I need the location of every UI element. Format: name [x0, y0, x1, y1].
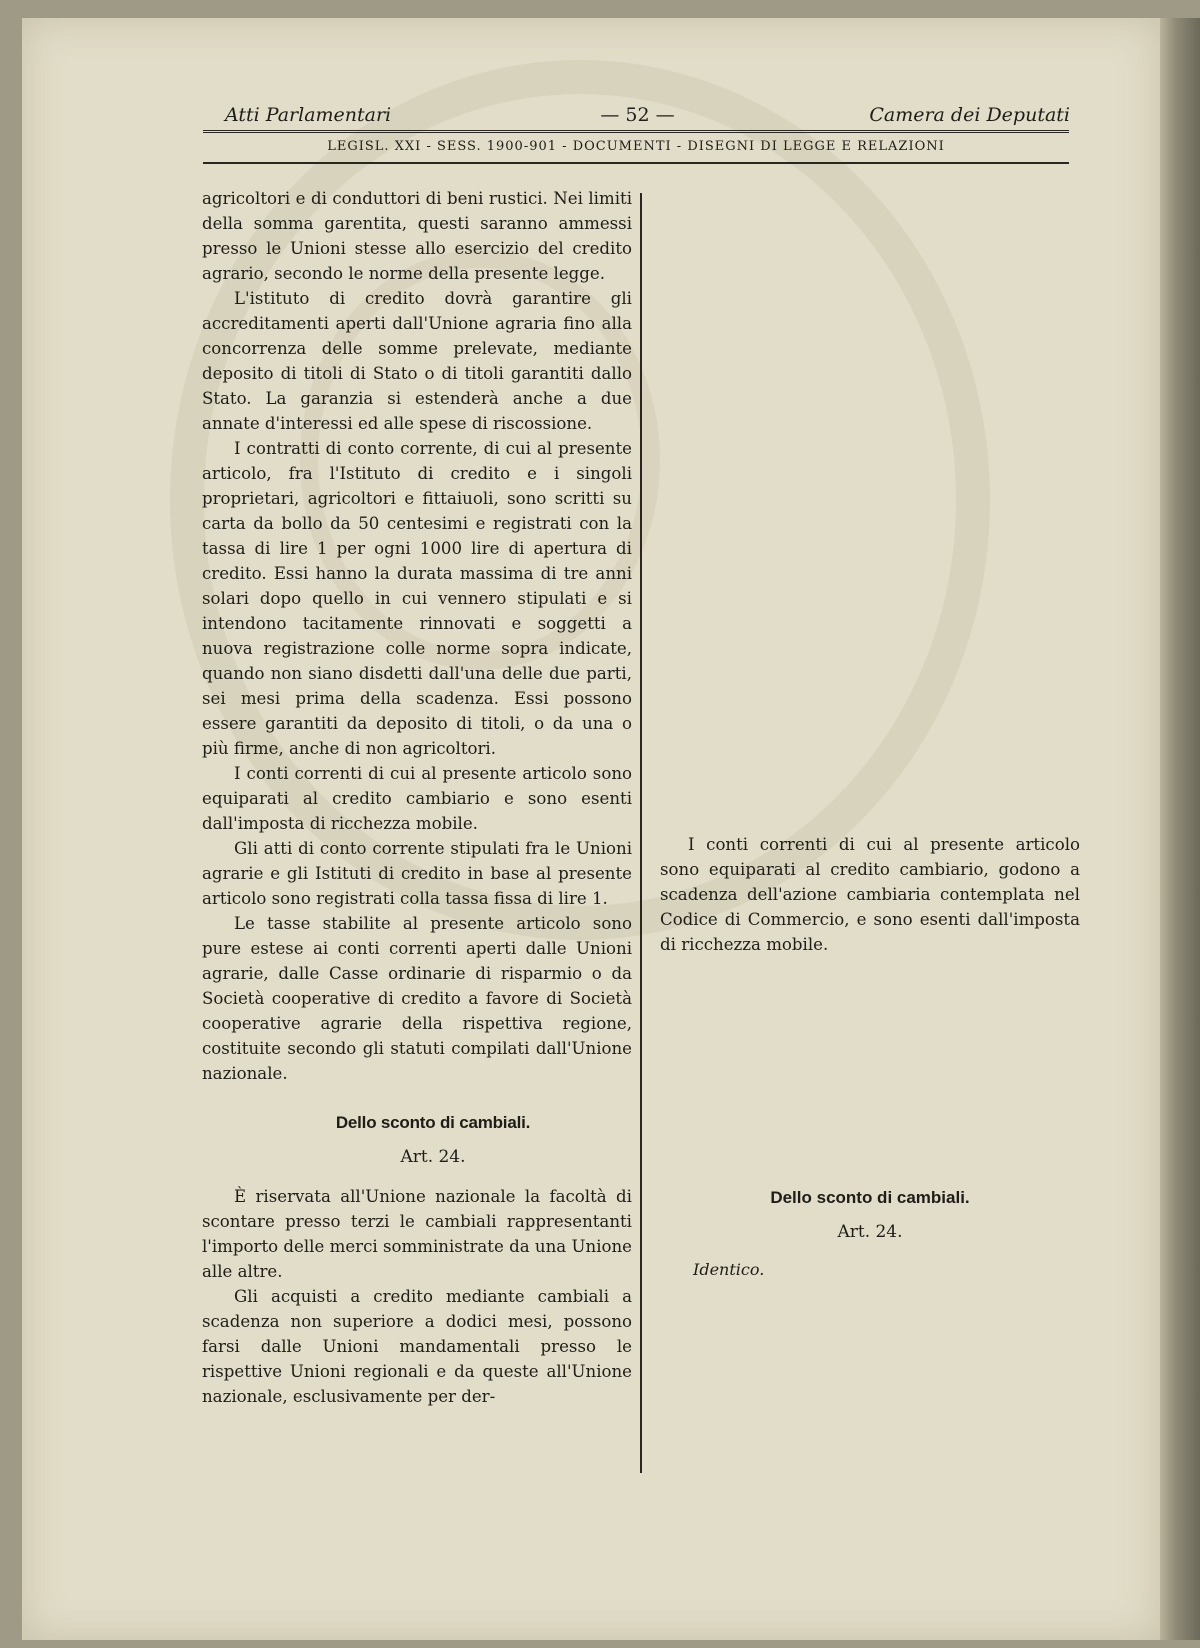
page-number: — 52 — [600, 104, 675, 126]
paragraph: Le tasse stabilite al presente articolo sono pure estese ai conti correnti aperti dalle Unioni agrarie, dalle Casse ordinarie di risparmio o da Società cooperative di credito a favore di Società cooperative agrarie della rispettiva regione, costituite secondo gli statuti compilati dall'Unione nazionale. [202, 914, 632, 1083]
running-header [205, 104, 1070, 130]
column-divider [640, 193, 642, 1473]
paragraph: I conti correnti di cui al presente articolo sono equiparati al credito cambiario, godono a scadenza dell'azione cambiaria contemplata nel Codice di Commercio, e sono esenti dall'imposta di ricchezza mobile. [660, 835, 1080, 954]
header-right: Camera dei Deputati [869, 104, 1070, 126]
section-title: Dello sconto di cambiali. [335, 1113, 531, 1132]
section-title: Dello sconto di cambiali. [770, 1188, 970, 1207]
article-number: Art. 24. [400, 1147, 466, 1167]
paragraph: agricoltori e di conduttori di beni rustici. Nei limiti della somma garentita, questi saranno ammessi presso le Unioni stesse allo esercizio del credito agrario, secondo le norme della presente legge. [202, 189, 632, 283]
book-spine [1160, 18, 1200, 1640]
paragraph: L'istituto di credito dovrà garantire gli accreditamenti aperti dall'Unione agraria fino alla concorrenza delle somme prelevate, mediante deposito di titoli di Stato o di titoli garantiti dallo Stato. La garanzia si estenderà anche a due annate d'interessi ed alle spese di riscossione. [202, 289, 632, 433]
paragraph: È riservata all'Unione nazionale la facoltà di scontare presso terzi le cambiali rappresentanti l'importo delle merci somministrate da una Unione alle altre. [202, 1187, 632, 1281]
paragraph: Gli acquisti a credito mediante cambiali a scadenza non superiore a dodici mesi, possono farsi dalle Unioni mandamentali presso le rispettive Unioni regionali e da queste all'Unione nazionale, esclusivamente per der- [202, 1287, 632, 1406]
paragraph: Gli atti di conto corrente stipulati fra le Unioni agrarie e gli Istituti di credito in base al presente articolo sono registrati colla tassa fissa di lire 1. [202, 839, 632, 908]
identical-note: Identico. [693, 1260, 765, 1279]
header-rule [203, 130, 1069, 133]
article-number: Art. 24. [837, 1222, 903, 1242]
subheader-rule [203, 162, 1069, 164]
subheader: LEGISL. XXI - SESS. 1900-901 - DOCUMENTI - DISEGNI DI LEGGE E RELAZIONI [327, 139, 945, 154]
right-column [660, 832, 1080, 957]
paragraph: I conti correnti di cui al presente articolo sono equiparati al credito cambiario e sono esenti dall'imposta di ricchezza mobile. [202, 764, 632, 833]
header-left: Atti Parlamentari [225, 104, 392, 126]
left-column [202, 186, 632, 1409]
paragraph: I contratti di conto corrente, di cui al presente articolo, fra l'Istituto di credito e i singoli proprietari, agricoltori e fittaiuoli, sono scritti su carta da bollo da 50 centesimi e registrati con la tassa di lire 1 per ogni 1000 lire di apertura di credito. Essi hanno la durata massima di tre anni solari dopo quello in cui vennero stipulati e si intendono tacitamente rinnovati e soggetti a nuova registrazione colle norme sopra indicate, quando non siano disdetti dall'una delle due parti, sei mesi prima della scadenza. Essi possono essere garantiti da deposito di titoli, o da una o più firme, anche di non agricoltori. [202, 439, 632, 758]
